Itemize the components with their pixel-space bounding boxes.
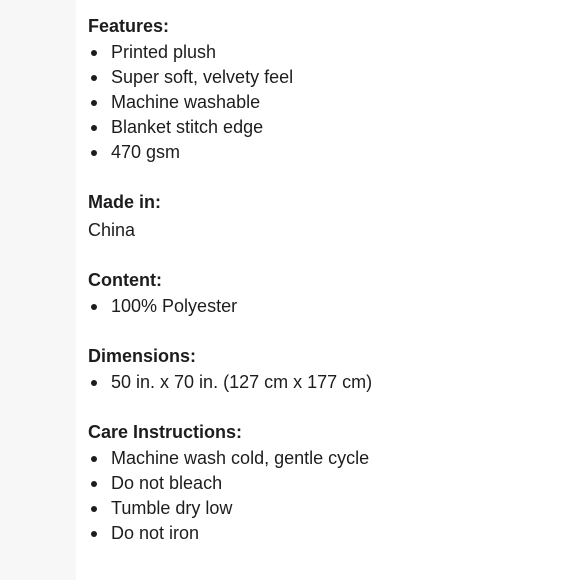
care-section <box>88 420 568 546</box>
left-margin-panel <box>0 0 76 580</box>
content-heading: Content: <box>88 270 162 290</box>
care-heading: Care Instructions: <box>88 422 243 442</box>
list-item: Do not iron <box>88 521 568 546</box>
product-details <box>88 14 568 571</box>
list-item: Tumble dry low <box>88 496 568 521</box>
list-item: 50 in. x 70 in. (127 cm x 177 cm) <box>88 370 568 395</box>
dimensions-heading: Dimensions: <box>88 346 197 366</box>
list-item: Super soft, velvety feel <box>88 65 568 90</box>
list-item: Printed plush <box>88 40 568 65</box>
made-in-section <box>88 190 568 243</box>
list-item: 470 gsm <box>88 140 568 165</box>
features-heading: Features: <box>88 16 170 36</box>
content-section <box>88 268 568 319</box>
dimensions-section <box>88 344 568 395</box>
made-in-heading: Made in: <box>88 192 162 212</box>
list-item: Do not bleach <box>88 471 568 496</box>
features-list <box>88 40 568 165</box>
list-item: 100% Polyester <box>88 294 568 319</box>
care-list <box>88 446 568 546</box>
made-in-value: China <box>88 220 136 240</box>
list-item: Machine washable <box>88 90 568 115</box>
dimensions-list <box>88 370 568 395</box>
list-item: Machine wash cold, gentle cycle <box>88 446 568 471</box>
content-list <box>88 294 568 319</box>
features-section <box>88 14 568 165</box>
list-item: Blanket stitch edge <box>88 115 568 140</box>
